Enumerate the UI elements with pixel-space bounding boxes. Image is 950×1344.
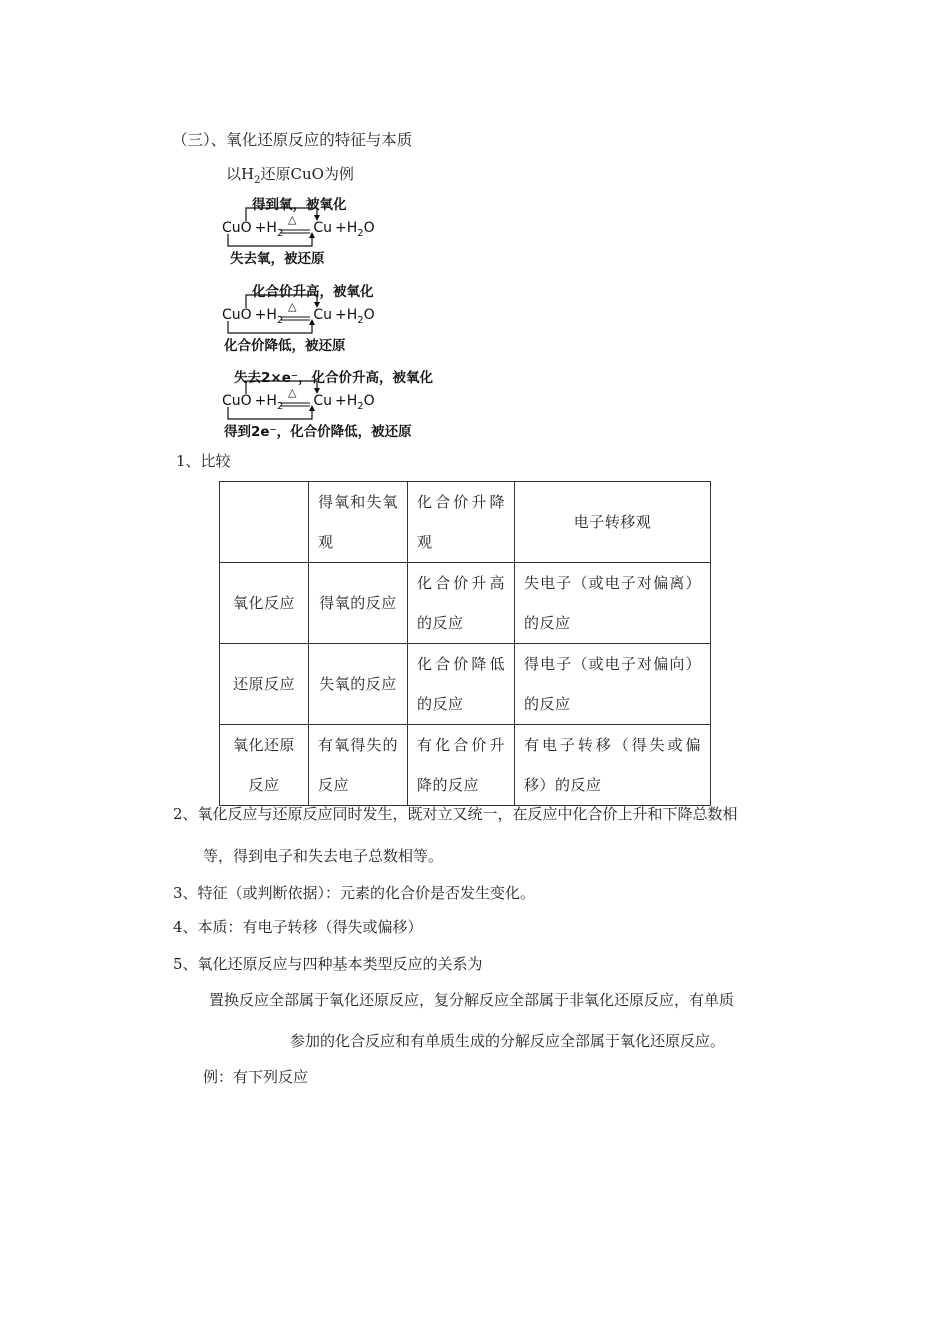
- table-cell: 化合价升高的反应: [408, 563, 515, 644]
- point-5-detail-1: 置换反应全部属于氧化还原反应，复分解反应全部属于非氧化还原反应，有单质: [209, 991, 735, 1009]
- table-row: [220, 725, 711, 806]
- equation-3-line: CuO $+H_2$ $Cu +H_2O$: [222, 393, 375, 412]
- intro-suffix: 还原CuO为例: [260, 165, 354, 183]
- table-row: [220, 563, 711, 644]
- table-header-cell: 得氧和失氧观: [309, 482, 408, 563]
- table-header-cell: [220, 482, 309, 563]
- equation-diagram-3: [222, 364, 437, 444]
- table-header-row: [220, 482, 711, 563]
- point-4: 4、本质：有电子转移（得失或偏移）: [173, 918, 423, 936]
- equation-3-bottom-label: 得到2e⁻，化合价降低，被还原: [224, 424, 412, 440]
- equation-2-delta: △: [288, 300, 297, 313]
- compare-heading: 1、比较: [176, 452, 231, 470]
- table-cell: 氧化反应: [220, 563, 309, 644]
- point-5: 5、氧化还原反应与四种基本类型反应的关系为: [173, 955, 483, 973]
- example-intro: [226, 163, 354, 186]
- point-5-detail-2: 参加的化合反应和有单质生成的分解反应全部属于氧化还原反应。: [290, 1032, 726, 1050]
- intro-prefix: 以H: [226, 165, 255, 183]
- intro-sub: 2: [254, 175, 261, 186]
- comparison-table: [219, 481, 711, 806]
- table-header-cell: 电子转移观: [515, 482, 711, 563]
- example-label: 例：有下列反应: [203, 1068, 309, 1086]
- equation-3-delta: △: [288, 386, 297, 399]
- table-cell: 有化合价升降的反应: [408, 725, 515, 806]
- equation-diagram-1: [222, 191, 422, 271]
- section-title: （三）、氧化还原反应的特征与本质: [172, 131, 413, 149]
- table-cell: 失氧的反应: [309, 644, 408, 725]
- point-2-line-2: 等，得到电子和失去电子总数相等。: [203, 847, 444, 865]
- equation-2-line: CuO $+H_2$ $Cu +H_2O$: [222, 307, 375, 326]
- table-header-cell: 化合价升降观: [408, 482, 515, 563]
- table-cell: 有氧得失的反应: [309, 725, 408, 806]
- table-cell: 化合价降低的反应: [408, 644, 515, 725]
- table-cell: 得电子（或电子对偏向）的反应: [515, 644, 711, 725]
- equation-1-top-label: 得到氧，被氧化: [252, 197, 347, 213]
- table-cell: 得氧的反应: [309, 563, 408, 644]
- equation-1-line: CuO $+H_2$ $Cu +H_2O$: [222, 220, 375, 239]
- table-cell: 有电子转移（得失或偏移）的反应: [515, 725, 711, 806]
- table-row: [220, 644, 711, 725]
- point-2-line-1: 2、氧化反应与还原反应同时发生，既对立又统一，在反应中化合价上升和下降总数相: [173, 805, 738, 823]
- equation-2-bottom-label: 化合价降低，被还原: [224, 338, 346, 354]
- point-3: 3、特征（或判断依据）：元素的化合价是否发生变化。: [173, 884, 536, 902]
- equation-3-top-label: 失去2×e⁻，化合价升高，被氧化: [234, 370, 433, 386]
- table-cell: 氧化还原反应: [220, 725, 309, 806]
- table-cell: 失电子（或电子对偏离）的反应: [515, 563, 711, 644]
- equation-diagram-2: [222, 278, 422, 358]
- equation-1-bottom-label: 失去氧，被还原: [230, 251, 325, 267]
- equation-2-top-label: 化合价升高，被氧化: [252, 284, 374, 300]
- equation-1-delta: △: [288, 213, 297, 226]
- table-cell: 还原反应: [220, 644, 309, 725]
